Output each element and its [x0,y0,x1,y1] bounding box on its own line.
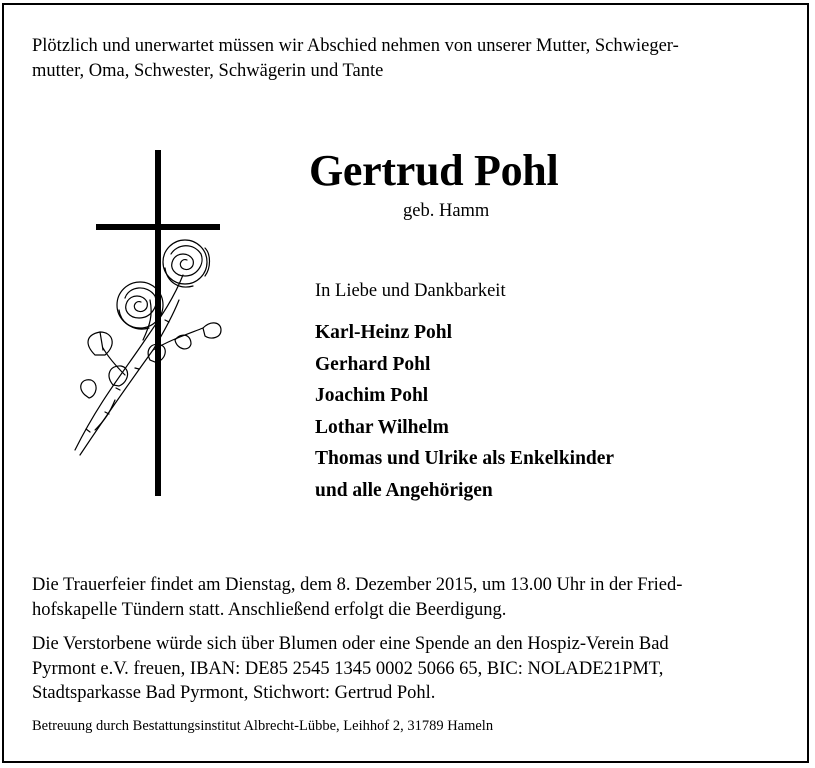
mourner: Lothar Wilhelm [315,416,449,438]
mourner: Joachim Pohl [315,385,429,407]
donation-line: Stadtsparkasse Bad Pyrmont, Stichwort: Gertrud Pohl. [32,683,436,703]
dedication-line: In Liebe und Dankbarkeit [315,281,506,301]
service-line: hofskapelle Tündern statt. Anschließend erfolgt die Beerdigung. [32,599,507,620]
roses-icon [75,240,221,455]
mourner: Gerhard Pohl [315,353,431,375]
deceased-name: Gertrud Pohl [309,146,559,195]
intro-line: Plötzlich und unerwartet müssen wir Abschied nehmen von unserer Mutter, Schwieger- [32,36,679,56]
donation-line: Die Verstorbene würde sich über Blumen oder eine Spende an den Hospiz-Verein Bad [32,634,669,654]
maiden-name: geb. Hamm [403,201,490,221]
service-paragraph [32,573,777,622]
cross-with-roses-illustration [55,150,240,500]
intro-line: mutter, Oma, Schwester, Schwägerin und Tante [32,61,384,81]
mourner: Karl-Heinz Pohl [315,322,453,343]
mourner: und alle Angehörigen [315,479,493,501]
intro-text [32,34,772,84]
cross-icon [96,150,220,496]
funeral-home-credit: Betreuung durch Bestattungsinstitut Albrecht-Lübbe, Leihhof 2, 31789 Hameln [32,718,494,734]
mourners-list [315,317,614,507]
mourner: Thomas und Ulrike als Enkelkinder [315,448,615,470]
donation-line: Pyrmont e.V. freuen, IBAN: DE85 2545 1345 0002 5066 65, BIC: NOLADE21PMT, [32,658,664,679]
donation-paragraph [32,632,777,706]
service-line: Die Trauerfeier findet am Dienstag, dem 8. Dezember 2015, um 13.00 Uhr in der Fried- [32,575,683,595]
